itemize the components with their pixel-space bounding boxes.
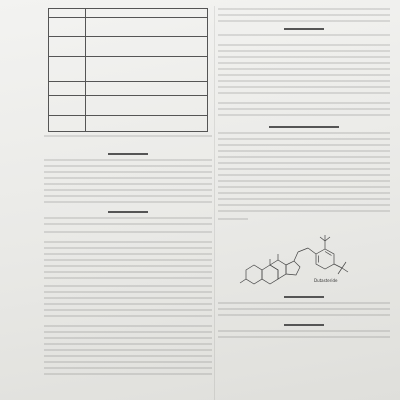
substance-properties — [218, 132, 390, 214]
table-footnote — [44, 135, 212, 141]
table-row — [49, 9, 208, 18]
table-cell — [49, 37, 86, 57]
right-column — [218, 8, 390, 396]
table-cell — [49, 116, 86, 132]
body-text — [218, 102, 390, 118]
formula-label: Dutasteride — [314, 278, 338, 283]
manufacturer-text — [218, 330, 390, 342]
column-divider — [214, 6, 215, 400]
molecule-diagram — [232, 228, 382, 290]
body-text — [44, 241, 212, 281]
table-cell — [49, 96, 86, 116]
table-cell — [49, 18, 86, 37]
structure-heading — [218, 218, 248, 224]
left-column — [44, 8, 212, 396]
subsection-heading — [218, 34, 390, 40]
table-row — [49, 82, 208, 96]
section-heading — [284, 324, 324, 326]
subsection-heading — [44, 231, 212, 237]
table-cell — [86, 9, 208, 18]
section-heading — [108, 153, 148, 155]
table-cell — [86, 116, 208, 132]
table-row — [49, 18, 208, 37]
table-cell — [86, 82, 208, 96]
table-cell — [86, 37, 208, 57]
table-cell — [86, 96, 208, 116]
table-row — [49, 116, 208, 132]
section-heading — [108, 211, 148, 213]
body-text — [44, 217, 212, 225]
table-row — [49, 37, 208, 57]
section-heading — [284, 28, 324, 30]
packaging-text — [218, 302, 390, 316]
body-text — [218, 44, 390, 88]
subsection-heading — [218, 92, 390, 98]
table-row — [49, 96, 208, 116]
table-cell — [49, 82, 86, 96]
body-text — [44, 285, 212, 311]
table-cell — [86, 57, 208, 82]
section-heading — [284, 296, 324, 298]
table-row — [49, 57, 208, 82]
subsection-heading — [44, 315, 212, 321]
section-heading — [269, 126, 339, 128]
body-text — [44, 325, 212, 379]
table-cell — [49, 57, 86, 82]
body-text — [44, 159, 212, 203]
table-cell — [49, 9, 86, 18]
table-cell — [86, 18, 208, 37]
adverse-reaction-table — [48, 8, 208, 132]
structural-formula — [232, 228, 382, 290]
body-text — [218, 8, 390, 22]
